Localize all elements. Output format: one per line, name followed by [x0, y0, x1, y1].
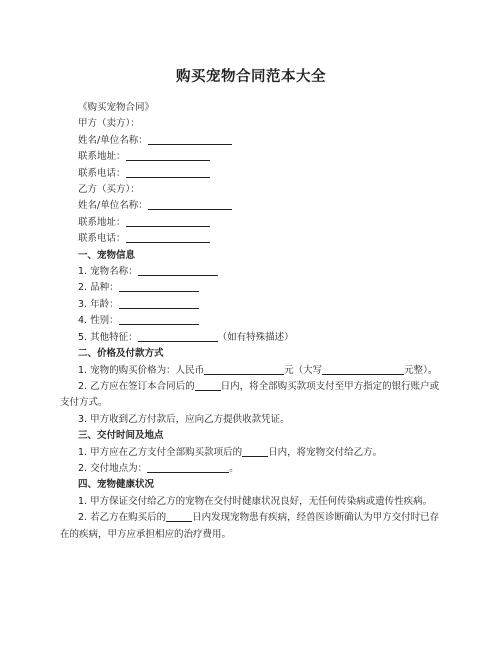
- price-paragraph: [60, 363, 442, 379]
- blank-field: [138, 331, 218, 342]
- delivery-time-line: [60, 445, 442, 461]
- blank-field: [126, 232, 210, 243]
- pet-gender-label: 4. 性别：: [78, 315, 119, 327]
- blank-field: [138, 265, 218, 276]
- delivery-time-text-a: 1. 甲方应在乙方支付全部购买款项后的: [78, 446, 243, 458]
- blank-field: [126, 216, 210, 227]
- blank-field: [147, 462, 229, 473]
- blank-field: [204, 364, 284, 375]
- blank-field: [119, 314, 199, 325]
- blank-field: [322, 364, 404, 375]
- pet-gender-line: [60, 313, 442, 329]
- party-a-name-line: [60, 133, 442, 149]
- party-b-phone-label: 联系电话：: [78, 233, 126, 245]
- delivery-place-line: [60, 461, 442, 477]
- pet-age-line: [60, 297, 442, 313]
- document-title: 购买宠物合同范本大全: [176, 69, 326, 85]
- blank-field: [148, 199, 232, 210]
- pet-age-label: 3. 年龄：: [78, 298, 119, 310]
- section-4-heading: 四、宠物健康状况: [78, 479, 155, 491]
- blank-field: [195, 380, 221, 391]
- pet-name-line: [60, 264, 442, 280]
- party-b-address-label: 联系地址：: [78, 216, 126, 228]
- payment-text-b: 日内，将全部购买款项支付至甲方指定的银行账户或支付方式。: [60, 380, 440, 409]
- health-illness-paragraph: [60, 510, 442, 543]
- pet-features-label: 5. 其他特征：: [78, 331, 138, 343]
- payment-text-a: 2. 乙方应在签订本合同后的: [78, 380, 195, 392]
- pet-breed-label: 2. 品种：: [78, 282, 119, 294]
- pet-breed-line: [60, 280, 442, 296]
- price-text-b: 元（大写: [284, 364, 323, 376]
- receipt-paragraph: 3. 甲方收到乙方付款后，应向乙方提供收款凭证。: [78, 413, 290, 425]
- health-guarantee-paragraph: 1. 甲方保证交付给乙方的宠物在交付时健康状况良好，无任何传染病或遗传性疾病。: [78, 495, 433, 507]
- delivery-place-text-b: 。: [229, 462, 239, 474]
- blank-field: [148, 134, 232, 145]
- party-b-name-line: [60, 198, 442, 214]
- party-a-phone-line: [60, 166, 442, 182]
- blank-field: [119, 281, 199, 292]
- blank-field: [166, 511, 192, 522]
- illness-text-b: 日内发现宠物患有疾病，经兽医诊断确认为甲方交付时已存在的疾病，甲方应承担相应的治疗费用。: [60, 512, 440, 540]
- delivery-place-text-a: 2. 交付地点为：: [78, 462, 148, 474]
- section-1-heading: 一、宠物信息: [78, 249, 136, 261]
- party-a-label: 甲方（卖方）：: [78, 118, 140, 130]
- party-a-address-line: [60, 149, 442, 165]
- payment-paragraph: [60, 379, 442, 412]
- contract-subtitle: 《购买宠物合同》: [78, 102, 155, 113]
- blank-field: [242, 446, 268, 457]
- party-b-address-line: [60, 215, 442, 231]
- price-text-c: 元整）。: [404, 364, 438, 376]
- pet-features-note: （如有特殊描述）: [217, 331, 294, 343]
- blank-field: [126, 150, 210, 161]
- illness-text-a: 2. 若乙方在购买后的: [78, 512, 167, 524]
- delivery-time-text-b: 日内，将宠物交付给乙方。: [268, 446, 383, 458]
- price-text-a: 1. 宠物的购买价格为：人民币: [78, 364, 205, 376]
- party-b-name-label: 姓名/单位名称：: [78, 200, 148, 212]
- party-a-phone-label: 联系电话：: [78, 167, 126, 179]
- blank-field: [119, 298, 199, 309]
- blank-field: [126, 167, 210, 178]
- party-a-address-label: 联系地址：: [78, 151, 126, 163]
- pet-name-label: 1. 宠物名称：: [78, 266, 138, 278]
- party-b-label: 乙方（买方）：: [78, 184, 140, 196]
- party-a-name-label: 姓名/单位名称：: [78, 134, 148, 146]
- party-b-phone-line: [60, 231, 442, 247]
- section-3-heading: 三、交付时间及地点: [78, 430, 164, 442]
- section-2-heading: 二、价格及付款方式: [78, 348, 164, 360]
- pet-features-line: [60, 330, 442, 346]
